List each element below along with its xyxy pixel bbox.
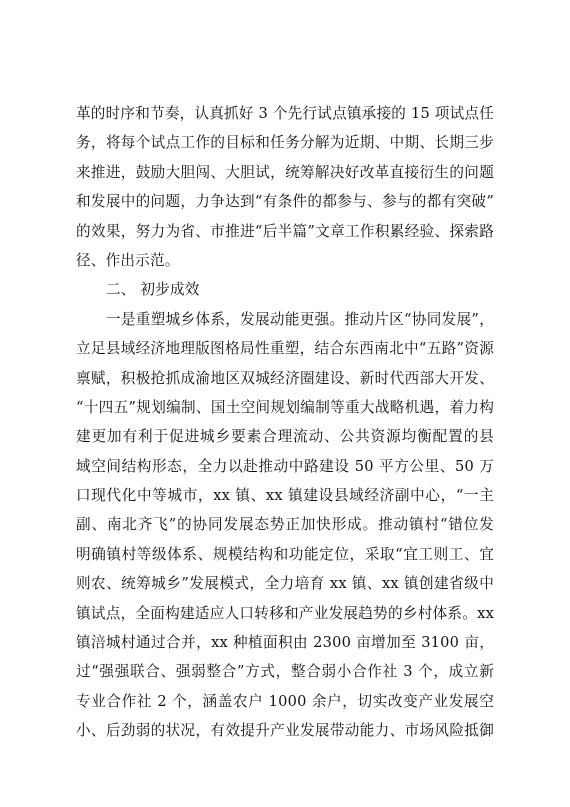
text-line: 径、作出示范。 [76,251,180,269]
text-line: 过“强强联合、强弱整合”方式，整合弱小合作社 3 个，成立新 [76,663,494,681]
text-line: 革的时序和节奏，认真抓好 3 个先行试点镇承接的 15 项试点任 [76,105,494,122]
text-line: 来推进，鼓励大胆闯、大胆试，统筹解决好改革直接衍生的问题 [76,163,494,181]
text-line: 禀赋，积极抢抓成渝地区双城经济圈建设、新时代西部大开发、 [76,369,494,387]
text-line: “十四五”规划编制、国土空间规划编制等重大战略机遇，着力构 [76,398,494,416]
text-line: 镇涪城村通过合并，xx 种植面积由 2300 亩增加至 3100 亩， [76,634,494,652]
text-line: 明确镇村等级体系、规模结构和功能定位，采取“宜工则工、宜 [76,545,494,563]
body-text [76,99,494,746]
text-line: 立足县域经济地理版图格局性重塑，结合东西南北中“五路”资源 [76,340,494,358]
text-line: 镇试点，全面构建适应人口转移和产业发展趋势的乡村体系。xx [76,604,494,622]
text-line: 域空间结构形态，全力以赴推动中路建设 50 平方公里、50 万 [76,457,494,475]
text-line: 专业合作社 2 个，涵盖农户 1000 余户，切实改变产业发展空 [76,692,494,710]
text-line: 小、后劲弱的状况，有效提升产业发展带动能力、市场风险抵御 [76,722,494,740]
text-line: 口现代化中等城市，xx 镇、xx 镇建设县域经济副中心，“一主 [76,487,494,505]
text-line: 副、南北齐飞”的协同发展态势正加快形成。推动镇村“错位发 [76,516,494,534]
text-line: 一是重塑城乡体系，发展动能更强。推动片区“协同发展”， [106,310,494,328]
section-heading: 二、 初步成效 [106,281,200,299]
text-line: 和发展中的问题，力争达到“有条件的都参与、参与的都有突破” [76,193,494,211]
text-line: 的效果，努力为省、市推进“后半篇”文章工作积累经验、探索路 [76,222,494,240]
text-line: 建更加有利于促进城乡要素合理流动、公共资源均衡配置的县 [76,428,494,446]
text-line: 务，将每个试点工作的目标和任务分解为近期、中期、长期三步 [76,134,494,152]
text-line: 则农、统筹城乡”发展模式，全力培育 xx 镇、xx 镇创建省级中 [76,575,494,593]
